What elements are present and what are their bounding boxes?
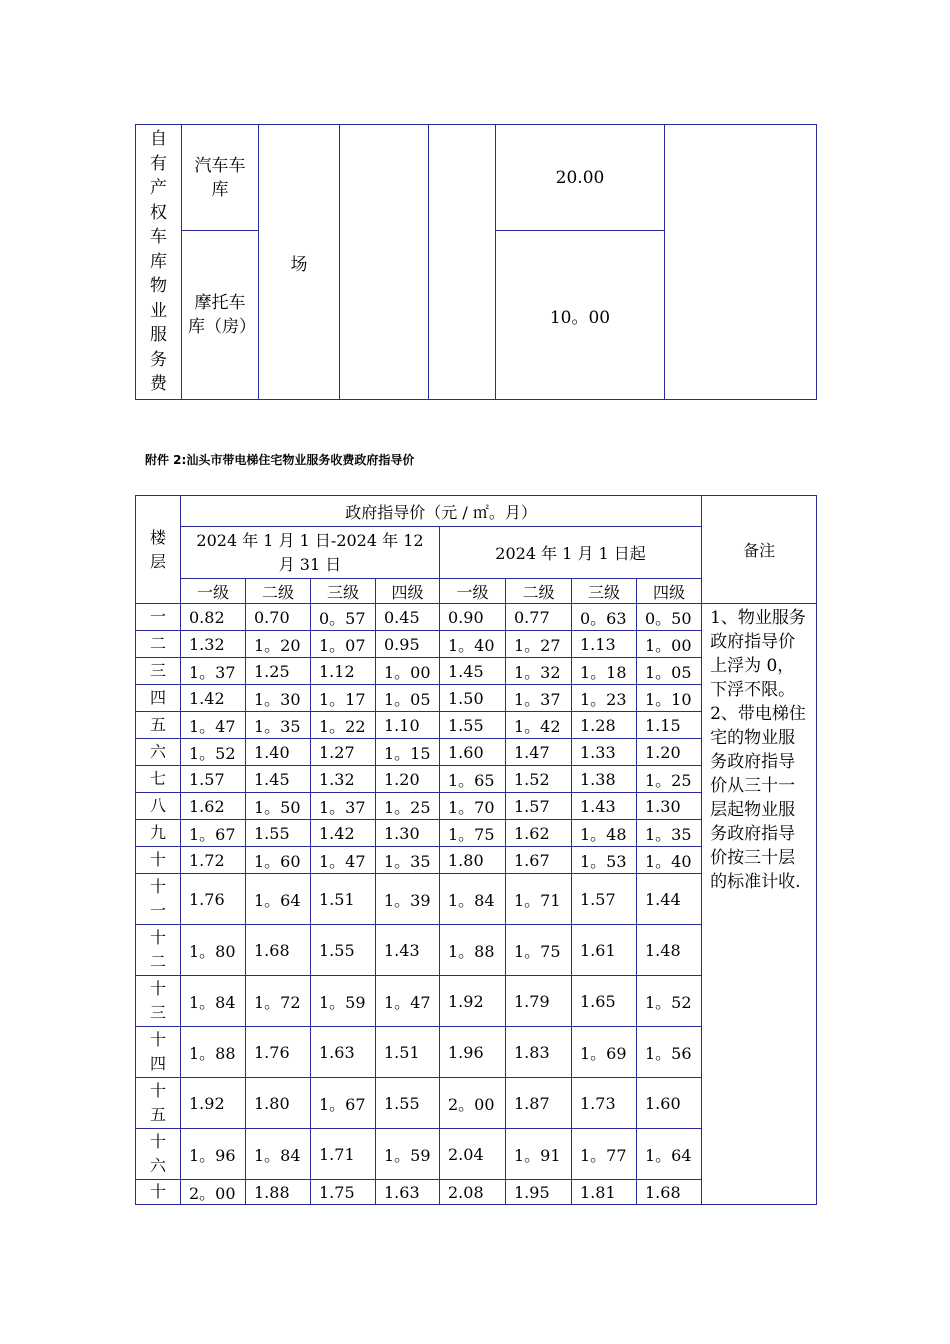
price-cell: 1。35 xyxy=(376,847,440,874)
price-cell: 1。32 xyxy=(506,658,572,685)
floor-label: 十 xyxy=(149,1182,166,1201)
price-cell: 1。37 xyxy=(506,685,572,712)
level-header: 三级 xyxy=(572,579,637,604)
floor-cell xyxy=(136,1078,181,1129)
price-cell: 1。52 xyxy=(181,739,246,766)
floor-label: 九 xyxy=(149,823,166,842)
price-cell: 0。57 xyxy=(311,604,376,631)
price-cell: 1.63 xyxy=(376,1180,440,1205)
scope-cell xyxy=(259,125,340,400)
price-cell: 1.80 xyxy=(440,847,506,874)
price-rows xyxy=(136,604,817,1205)
price-cell: 1.79 xyxy=(506,976,572,1027)
price-cell: 1.15 xyxy=(637,712,702,739)
price-cell: 1。23 xyxy=(572,685,637,712)
price-cell: 2.04 xyxy=(440,1129,506,1180)
price-cell: 1。35 xyxy=(246,712,311,739)
period2-header: 2024 年 1 月 1 日起 xyxy=(440,527,702,579)
price-cell: 1。72 xyxy=(246,976,311,1027)
price-cell: 1.48 xyxy=(637,925,702,976)
price-cell: 1.76 xyxy=(246,1027,311,1078)
floor-cell xyxy=(136,874,181,925)
floor-cell xyxy=(136,658,181,685)
price-cell: 1。67 xyxy=(311,1078,376,1129)
price-cell: 1.95 xyxy=(506,1180,572,1205)
price-cell: 1。25 xyxy=(376,793,440,820)
price-cell: 1。42 xyxy=(506,712,572,739)
price-cell: 1.71 xyxy=(311,1129,376,1180)
price-cell: 1。47 xyxy=(376,976,440,1027)
garage-category: 自有产权车库物业服务费 xyxy=(150,129,167,395)
price-cell: 1.63 xyxy=(311,1027,376,1078)
table-row xyxy=(136,604,817,631)
price-cell: 1。71 xyxy=(506,874,572,925)
price-cell: 1。22 xyxy=(311,712,376,739)
price-cell: 1。48 xyxy=(572,820,637,847)
price-cell: 1。15 xyxy=(376,739,440,766)
floor-label: 十 xyxy=(149,850,166,869)
level-header: 二级 xyxy=(246,579,311,604)
price-cell: 1.88 xyxy=(246,1180,311,1205)
price-cell: 1。37 xyxy=(311,793,376,820)
floor-label: 七 xyxy=(149,769,166,788)
floor-label: 十四 xyxy=(149,1030,166,1073)
price-cell: 1。00 xyxy=(637,631,702,658)
price-cell: 1。30 xyxy=(246,685,311,712)
motorcycle-garage-label: 摩托车库（房） xyxy=(188,293,256,337)
scope-fragment: 场 xyxy=(290,254,308,275)
floor-label: 六 xyxy=(149,742,166,761)
price-cell: 1.30 xyxy=(376,820,440,847)
price-cell: 1.12 xyxy=(311,658,376,685)
price-cell: 1.13 xyxy=(572,631,637,658)
price-cell: 1。25 xyxy=(637,766,702,793)
price-cell: 1.42 xyxy=(311,820,376,847)
price-cell: 1。05 xyxy=(637,658,702,685)
price-cell: 1。77 xyxy=(572,1129,637,1180)
price-cell: 1。59 xyxy=(376,1129,440,1180)
price-cell: 1。84 xyxy=(246,1129,311,1180)
price-cell: 1。70 xyxy=(440,793,506,820)
price-cell: 1.27 xyxy=(311,739,376,766)
motorcycle-garage-price: 10。00 xyxy=(496,231,665,400)
price-cell: 1。18 xyxy=(572,658,637,685)
price-cell: 1。47 xyxy=(181,712,246,739)
level-header: 一级 xyxy=(181,579,246,604)
level-header: 四级 xyxy=(637,579,702,604)
price-cell: 0.77 xyxy=(506,604,572,631)
floor-cell xyxy=(136,712,181,739)
floor-label: 八 xyxy=(149,796,166,815)
price-cell: 1.55 xyxy=(311,925,376,976)
price-cell: 1.45 xyxy=(246,766,311,793)
price-cell: 1。75 xyxy=(506,925,572,976)
price-cell: 1.92 xyxy=(181,1078,246,1129)
floor-cell xyxy=(136,631,181,658)
price-cell: 2。00 xyxy=(440,1078,506,1129)
price-cell: 1。65 xyxy=(440,766,506,793)
price-cell: 1.65 xyxy=(572,976,637,1027)
price-cell: 1.96 xyxy=(440,1027,506,1078)
price-cell: 0.70 xyxy=(246,604,311,631)
price-cell: 1.33 xyxy=(572,739,637,766)
price-cell: 1。91 xyxy=(506,1129,572,1180)
floor-header-cell xyxy=(136,496,181,604)
floor-label: 二 xyxy=(149,634,166,653)
price-cell: 1.55 xyxy=(246,820,311,847)
price-cell: 1.57 xyxy=(572,874,637,925)
price-cell: 1。37 xyxy=(181,658,246,685)
floor-label: 十六 xyxy=(149,1132,166,1175)
price-cell: 2.08 xyxy=(440,1180,506,1205)
floor-header: 楼层 xyxy=(149,527,166,571)
price-cell: 1.62 xyxy=(506,820,572,847)
level-header: 三级 xyxy=(311,579,376,604)
floor-label: 十五 xyxy=(149,1081,166,1124)
car-garage-label: 汽车车库 xyxy=(194,155,246,200)
price-cell: 1.45 xyxy=(440,658,506,685)
price-cell: 1。56 xyxy=(637,1027,702,1078)
price-cell: 1.57 xyxy=(181,766,246,793)
floor-cell xyxy=(136,739,181,766)
price-cell: 1.73 xyxy=(572,1078,637,1129)
price-cell: 1.51 xyxy=(311,874,376,925)
price-cell: 1.10 xyxy=(376,712,440,739)
price-cell: 1。17 xyxy=(311,685,376,712)
remark-cell xyxy=(702,604,817,1205)
price-cell: 1.67 xyxy=(506,847,572,874)
price-cell: 1。50 xyxy=(246,793,311,820)
price-cell: 1.83 xyxy=(506,1027,572,1078)
price-cell: 1.92 xyxy=(440,976,506,1027)
floor-label: 一 xyxy=(149,607,166,626)
price-cell: 1.81 xyxy=(572,1180,637,1205)
price-cell: 1.43 xyxy=(572,793,637,820)
motorcycle-garage-cell xyxy=(182,231,259,400)
period1-label: 2024 年 1 月 1 日-2024 年 12 月 31 日 xyxy=(196,530,424,574)
price-cell: 1。07 xyxy=(311,631,376,658)
car-garage-cell xyxy=(182,125,259,231)
car-garage-price: 20.00 xyxy=(496,125,665,231)
price-cell: 1。69 xyxy=(572,1027,637,1078)
price-cell: 1.30 xyxy=(637,793,702,820)
price-cell: 1。64 xyxy=(637,1129,702,1180)
price-cell: 1。88 xyxy=(181,1027,246,1078)
floor-cell xyxy=(136,925,181,976)
price-cell: 1。20 xyxy=(246,631,311,658)
price-cell: 1.87 xyxy=(506,1078,572,1129)
floor-cell xyxy=(136,820,181,847)
price-cell: 1.32 xyxy=(311,766,376,793)
floor-label: 三 xyxy=(149,661,166,680)
price-cell: 1。40 xyxy=(440,631,506,658)
empty-cell-c xyxy=(665,125,817,400)
price-cell: 1。35 xyxy=(637,820,702,847)
price-cell: 0.95 xyxy=(376,631,440,658)
price-cell: 1。59 xyxy=(311,976,376,1027)
price-cell: 0.90 xyxy=(440,604,506,631)
price-cell: 1。27 xyxy=(506,631,572,658)
empty-cell-a xyxy=(340,125,429,400)
floor-cell xyxy=(136,1180,181,1205)
price-cell: 1.38 xyxy=(572,766,637,793)
price-cell: 1.51 xyxy=(376,1027,440,1078)
garage-fee-table xyxy=(135,124,817,400)
price-cell: 1.62 xyxy=(181,793,246,820)
price-cell: 1.55 xyxy=(440,712,506,739)
price-header: 政府指导价（元 / ㎡。月） xyxy=(181,496,702,527)
remark-text: 1、物业服务政府指导价上浮为 0，下浮不限。 2、带电梯住宅的物业服务政府指导价从三十一层起物业服务政府指导价按三十层的标准计收. xyxy=(710,608,806,892)
price-cell: 1。88 xyxy=(440,925,506,976)
floor-label: 五 xyxy=(149,715,166,734)
price-cell: 1.42 xyxy=(181,685,246,712)
price-cell: 0。63 xyxy=(572,604,637,631)
price-cell: 1.80 xyxy=(246,1078,311,1129)
floor-label: 十三 xyxy=(149,979,166,1022)
price-cell: 1.60 xyxy=(637,1078,702,1129)
price-cell: 1.47 xyxy=(506,739,572,766)
price-cell: 1.44 xyxy=(637,874,702,925)
price-cell: 1.32 xyxy=(181,631,246,658)
price-cell: 1。53 xyxy=(572,847,637,874)
floor-cell xyxy=(136,604,181,631)
remark-header: 备注 xyxy=(702,496,817,604)
floor-label: 十一 xyxy=(149,877,166,920)
price-cell: 1.68 xyxy=(246,925,311,976)
price-cell: 1。00 xyxy=(376,658,440,685)
garage-category-cell xyxy=(136,125,182,400)
floor-label: 四 xyxy=(149,688,166,707)
floor-cell xyxy=(136,976,181,1027)
price-cell: 1.40 xyxy=(246,739,311,766)
price-cell: 1.76 xyxy=(181,874,246,925)
price-cell: 1.20 xyxy=(376,766,440,793)
price-cell: 1.75 xyxy=(311,1180,376,1205)
level-header: 二级 xyxy=(506,579,572,604)
price-guidance-table xyxy=(135,495,817,1205)
level-header: 四级 xyxy=(376,579,440,604)
floor-cell xyxy=(136,1027,181,1078)
floor-cell xyxy=(136,685,181,712)
price-cell: 1。75 xyxy=(440,820,506,847)
price-cell: 1.25 xyxy=(246,658,311,685)
floor-cell xyxy=(136,766,181,793)
price-cell: 1.57 xyxy=(506,793,572,820)
price-cell: 1。80 xyxy=(181,925,246,976)
floor-cell xyxy=(136,1129,181,1180)
price-cell: 1.60 xyxy=(440,739,506,766)
price-cell: 1。67 xyxy=(181,820,246,847)
price-cell: 1。64 xyxy=(246,874,311,925)
empty-cell-b xyxy=(429,125,496,400)
price-cell: 1。52 xyxy=(637,976,702,1027)
floor-cell xyxy=(136,847,181,874)
annex-caption: 附件 2:汕头市带电梯住宅物业服务收费政府指导价 xyxy=(145,453,415,467)
price-cell: 1。10 xyxy=(637,685,702,712)
price-cell: 1.50 xyxy=(440,685,506,712)
price-cell: 0。50 xyxy=(637,604,702,631)
price-cell: 1.20 xyxy=(637,739,702,766)
price-cell: 0.82 xyxy=(181,604,246,631)
floor-cell xyxy=(136,793,181,820)
price-cell: 1。96 xyxy=(181,1129,246,1180)
price-cell: 1.52 xyxy=(506,766,572,793)
price-cell: 1.28 xyxy=(572,712,637,739)
price-cell: 1。47 xyxy=(311,847,376,874)
price-cell: 1.68 xyxy=(637,1180,702,1205)
price-cell: 1.43 xyxy=(376,925,440,976)
price-cell: 1。39 xyxy=(376,874,440,925)
floor-label: 十二 xyxy=(149,928,166,971)
price-cell: 2。00 xyxy=(181,1180,246,1205)
price-cell: 1.72 xyxy=(181,847,246,874)
price-cell: 1。84 xyxy=(181,976,246,1027)
level-header: 一级 xyxy=(440,579,506,604)
price-cell: 0.45 xyxy=(376,604,440,631)
price-cell: 1.55 xyxy=(376,1078,440,1129)
price-cell: 1。40 xyxy=(637,847,702,874)
period1-header xyxy=(181,527,440,579)
price-cell: 1。84 xyxy=(440,874,506,925)
price-cell: 1。05 xyxy=(376,685,440,712)
price-cell: 1。60 xyxy=(246,847,311,874)
price-cell: 1.61 xyxy=(572,925,637,976)
